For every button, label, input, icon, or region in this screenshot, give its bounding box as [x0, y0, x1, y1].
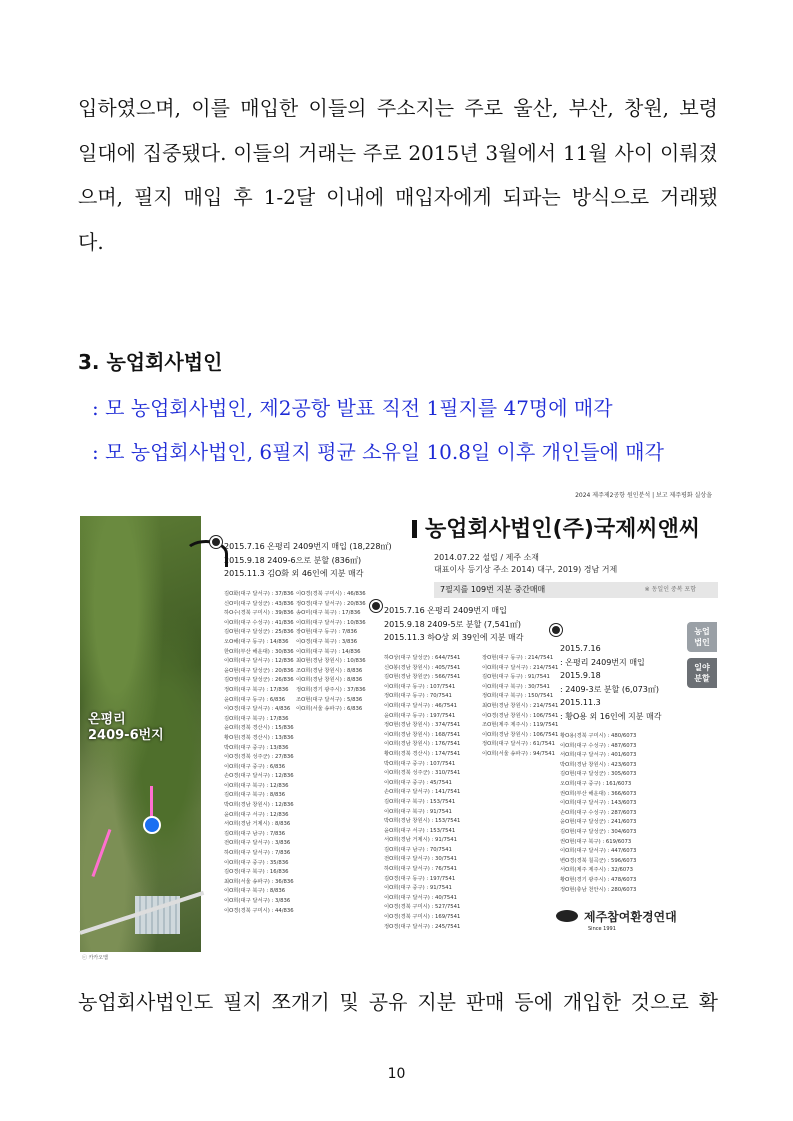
owner-entry: 이O희(대구 중구) : 35/836	[224, 859, 289, 866]
owner-entry: 손O희(대구 수성구) : 287/6073	[560, 809, 637, 816]
g1-line1: 2015.7.16 온평리 2409번지 매입 (18,228㎡)	[224, 542, 392, 551]
owner-entry: 전O희(대구 달서구) : 30/7541	[384, 856, 457, 863]
owner-entry: 정O희(대구 동구) : 70/7541	[384, 693, 452, 700]
g1-line3: 2015.11.3 김O화 외 46인에 지분 매각	[224, 569, 364, 578]
footer-paragraph: 농업회사법인도 필지 쪼개기 및 공유 지분 판매 등에 개입한 것으로 확	[78, 990, 718, 1014]
owner-entry: 윤O희(대구 동구) : 197/7541	[384, 712, 456, 719]
owner-entry: 권O현(대구 북구) : 619/6073	[560, 838, 632, 845]
timeline-group-3	[560, 642, 661, 723]
owner-entry: 이O희(대구 중구) : 6/836	[224, 763, 286, 770]
owner-entry: 이O경(대구 달서구) : 4/836	[224, 706, 291, 713]
owner-entry: 이O희(대구 수성구) : 41/836	[224, 619, 294, 626]
owner-entry: 정O현(경남 창원시) : 374/7541	[384, 722, 461, 729]
owner-entry: 김O화(대구 달서구) : 37/836	[224, 591, 294, 597]
bullet-1: : 모 농업회사법인, 제2공항 발표 직전 1필지를 47명에 매각	[92, 396, 613, 420]
owner-entry: 조O현(대구 달서구) : 5/836	[296, 696, 363, 703]
map-label	[88, 712, 164, 744]
owner-entry: 하O상(대구 달성군) : 644/7541	[384, 655, 461, 661]
owner-entry: 손O경(대구 달서구) : 12/836	[224, 773, 294, 780]
tab-agri-corp[interactable]: 농업 법인	[687, 622, 717, 652]
owner-entry: 장O현(대구 동구) : 214/7541	[482, 655, 554, 661]
g3-line2: : 온평리 2409번지 매입	[560, 657, 645, 667]
owner-entry: 김O영(대구 달성군) : 26/836	[224, 677, 294, 684]
para-line-4: 다.	[78, 229, 104, 254]
parcel-path	[91, 829, 111, 877]
owner-list-1a	[224, 590, 294, 916]
owner-entry: 이O희(경남 창원시) : 8/836	[296, 677, 363, 684]
timeline-group-1	[224, 540, 392, 581]
owner-entry: 정O경(대구 달서구) : 20/836	[296, 600, 366, 607]
parcel-marker-line	[150, 786, 153, 816]
logo-text: 제주참여환경연대	[584, 910, 677, 924]
owner-entry: 정O희(대구 달서구) : 61/7541	[482, 741, 555, 748]
owner-entry: 이O희(대구 달서구) : 214/7541	[482, 664, 559, 671]
g3-line1: 2015.7.16	[560, 644, 601, 653]
owner-entry: 손O희(대구 달서구) : 141/7541	[384, 789, 461, 796]
figure-subtitle-2: 대표이사 등기상 주소 2014) 대구, 2019) 경남 거제	[434, 565, 618, 574]
timeline-dot-1	[210, 536, 222, 548]
owner-list-2a	[384, 654, 460, 932]
owner-entry: 윤O현(대구 달성군) : 20/836	[224, 667, 294, 674]
figure-header: 2024 제주제2공항 원인분석 | 보고 제주평화 실상을	[575, 492, 712, 499]
g2-line3: 2015.11.3 하O상 외 39인에 지분 매각	[384, 633, 524, 642]
owner-entry: 김O희(대구 북구) : 8/836	[224, 792, 286, 799]
owner-entry: 이O경(경남 창원시) : 106/7541	[482, 712, 559, 719]
owner-entry: 박O희(대구 중구) : 107/7541	[384, 760, 456, 767]
owner-entry: 최O희(서울 송파구) : 36/836	[224, 878, 294, 885]
owner-entry: 권O희(부산 해운대) : 366/6073	[560, 790, 637, 797]
summary-bar	[434, 582, 718, 598]
owner-entry: 이O희(대구 중구) : 45/7541	[384, 779, 452, 786]
owner-entry: 윤O희(대구 동구) : 6/836	[224, 696, 286, 703]
owner-entry: 조O현(제주 제주시) : 119/7541	[482, 722, 559, 729]
owner-entry: 서O희(대구 달서구) : 401/6073	[560, 752, 637, 759]
summary-bar-note: ※ 동일인 중복 포함	[644, 586, 696, 593]
section-heading: 3. 농업회사법인	[78, 350, 223, 374]
logo-icon	[556, 910, 578, 922]
owner-list-3	[560, 732, 636, 895]
owner-entry: 서O희(경남 거제시) : 91/7541	[384, 837, 457, 844]
bullet-2: : 모 농업회사법인, 6필지 평균 소유일 10.8일 이후 개인들에 매각	[92, 440, 664, 464]
owner-entry: 하O희(대구 달서구) : 7/836	[224, 850, 291, 857]
owner-entry: 황O원(경북 경산시) : 13/836	[224, 734, 294, 741]
summary-bar-text: 7필지를 109번 지분 중간매매	[440, 585, 546, 594]
owner-entry: 조O희(경남 창원시) : 8/836	[296, 667, 363, 674]
owner-entry: 정O경(대구 달서구) : 245/7541	[384, 923, 461, 930]
owner-entry: 이O경(경북 구미시) : 527/7541	[384, 904, 461, 911]
owner-entry: 오O해(대구 동구) : 14/836	[224, 638, 289, 645]
owner-entry: 박O희(경남 창원시) : 423/6073	[560, 761, 637, 768]
owner-entry: 서O희(제주 제주시) : 32/6073	[560, 867, 633, 874]
g2-line2: 2015.9.18 2409-5로 분할 (7,541㎡)	[384, 619, 522, 629]
owner-entry: 윤O희(경북 경산시) : 15/836	[224, 725, 294, 732]
owner-entry: 김O현(대구 달성군) : 25/836	[224, 629, 294, 636]
owner-entry: 김O경(대구 북구) : 16/836	[224, 869, 289, 876]
owner-entry: 박O희(대구 중구) : 13/836	[224, 744, 289, 751]
owner-entry: 정O희(대구 북구) : 150/7541	[482, 693, 554, 700]
page-number: 10	[387, 1066, 406, 1082]
owner-entry: 이O희(대구 달서구) : 10/836	[296, 619, 366, 626]
side-tabs	[687, 622, 719, 694]
owner-entry: 윤O희(대구 서구) : 153/7541	[384, 827, 456, 834]
timeline-dot-2	[370, 600, 382, 612]
g3-line5: 2015.11.3	[560, 698, 601, 707]
owner-entry: 이O희(대구 중구) : 91/7541	[384, 885, 452, 892]
owner-entry: 전O희(대구 달서구) : 3/836	[224, 840, 291, 847]
owner-entry: 김O희(대구 남구) : 7/836	[224, 830, 286, 837]
g3-line3: 2015.9.18	[560, 671, 601, 680]
owner-entry: 윤O희(대구 서구) : 12/836	[224, 811, 289, 818]
location-pin-icon	[143, 816, 161, 834]
owner-entry: 이O희(대구 북구) : 8/836	[224, 888, 286, 895]
owner-entry: 이O경(대구 북구) : 3/836	[296, 638, 358, 645]
para-line-3: 으며, 필지 매입 후 1-2달 이내에 매입자에게 되파는 방식으로 거래됐	[78, 185, 718, 210]
owner-entry: 김O희(대구 북구) : 17/836	[224, 715, 289, 722]
owner-entry: 김O현(대구 달성군) : 305/6073	[560, 771, 637, 778]
report-figure	[80, 484, 720, 962]
owner-entry: 김O현(대구 동구) : 91/7541	[482, 674, 550, 681]
g3-line6: : 황O용 외 16인에 지분 매각	[560, 711, 662, 721]
owner-entry: 이O경(경북 구미시) : 44/836	[224, 907, 294, 914]
owner-entry: 한O희(부산 해운대) : 30/836	[224, 648, 294, 655]
owner-entry: 이O희(대구 달서구) : 143/6073	[560, 800, 637, 807]
owner-entry: 이O희(대구 달서구) : 447/6073	[560, 848, 637, 855]
owner-entry: 황O용(경북 구미시) : 480/6073	[560, 733, 637, 739]
owner-entry: 최O현(경남 창원시) : 214/7541	[482, 702, 559, 709]
owner-entry: 이O희(경남 창원시) : 176/7541	[384, 741, 461, 748]
owner-entry: 이O희(경북 성주군) : 310/7541	[384, 770, 461, 777]
figure-title: 농업회사법인(주)국제씨앤씨	[412, 512, 700, 543]
owner-entry: 오O희(대구 중구) : 161/6073	[560, 780, 632, 787]
owner-entry: 이O희(대구 달서구) : 46/7541	[384, 702, 457, 709]
satellite-map	[80, 516, 201, 952]
owner-entry: 서O희(경남 거제시) : 8/836	[224, 821, 291, 828]
owner-entry: 이O희(대구 동구) : 107/7541	[384, 683, 456, 690]
owner-entry: 김O현(경남 창원군) : 566/7541	[384, 674, 461, 681]
owner-entry: 하O희(대구 달서구) : 76/7541	[384, 866, 457, 873]
owner-entry: 정O현(충남 천안시) : 280/6073	[560, 886, 637, 893]
owner-entry: 최O현(경남 창원시) : 10/836	[296, 658, 366, 665]
g1-line2: 2015.9.18 2409-6으로 분할 (836㎡)	[224, 555, 362, 565]
timeline-dot-3	[550, 624, 562, 636]
map-label-line1: 온평리	[88, 712, 126, 727]
owner-entry: 김O희(대구 남구) : 70/7541	[384, 846, 452, 853]
owner-entry: 신O봉(경남 창원시) : 405/7541	[384, 664, 461, 671]
owner-entry: 송O미(대구 북구) : 17/836	[296, 610, 361, 617]
owner-entry: 김O희(대구 북구) : 153/7541	[384, 798, 456, 805]
owner-entry: 정O희(경기 광주시) : 37/836	[296, 686, 366, 693]
owner-entry: 변O경(경북 칠곡군) : 596/6073	[560, 857, 637, 864]
owner-list-2b	[482, 654, 558, 760]
org-logo	[556, 908, 677, 932]
owner-entry: 박O희(경남 창원시) : 12/836	[224, 802, 294, 809]
logo-since: Since 1991	[588, 926, 616, 932]
timeline-group-2	[384, 604, 523, 645]
owner-entry: 이O희(대구 수성구) : 487/6073	[560, 742, 637, 749]
owner-entry: 이O희(대구 달서구) : 40/7541	[384, 894, 457, 901]
map-credit: ⓒ 카카오맵	[82, 955, 108, 961]
owner-entry: 이O희(대구 북구) : 30/7541	[482, 683, 550, 690]
tab-division[interactable]: 일야 분할	[687, 658, 717, 688]
owner-entry: 신O미(대구 달성군) : 43/836	[224, 600, 294, 607]
owner-entry: 장O현(대구 동구) : 7/836	[296, 629, 358, 636]
owner-entry: 이O희(서울 송파구) : 94/7541	[482, 750, 555, 757]
owner-entry: 이O희(대구 달서구) : 3/836	[224, 898, 291, 904]
owner-entry: 이O희(대구 북구) : 14/836	[296, 648, 361, 655]
owner-entry: 이O희(대구 달서구) : 12/836	[224, 658, 294, 665]
owner-list-1b	[296, 590, 366, 715]
para-line-2: 일대에 집중됐다. 이들의 거래는 주로 2015년 3월에서 11월 사이 이뤄졌	[78, 140, 718, 165]
owner-entry: 하O수(경북 구미시) : 39/836	[224, 610, 294, 617]
body-paragraph	[78, 86, 718, 264]
figure-subtitle-1: 2014.07.22 설립 / 제주 소재	[434, 553, 540, 562]
owner-entry: 이O희(경남 창원시) : 168/7541	[384, 731, 461, 738]
owner-entry: 이O경(경북 구미시) : 46/836	[296, 591, 366, 597]
owner-entry: 이O경(경북 구미시) : 169/7541	[384, 914, 461, 921]
owner-entry: 황O희(경북 경산시) : 174/7541	[384, 750, 461, 757]
owner-entry: 윤O현(대구 달성군) : 241/6073	[560, 819, 637, 826]
owner-entry: 박O희(경남 창원시) : 153/7541	[384, 818, 461, 825]
owner-entry: 이O희(대구 북구) : 91/7541	[384, 808, 452, 815]
map-label-line2: 2409-6번지	[88, 728, 164, 743]
owner-entry: 이O경(경북 성주군) : 27/836	[224, 754, 294, 761]
owner-entry: 정O희(대구 북구) : 17/836	[224, 686, 289, 693]
owner-entry: 황O현(경기 광주시) : 478/6073	[560, 876, 637, 883]
owner-entry: 이O희(대구 북구) : 12/836	[224, 782, 289, 789]
g3-line4: : 2409-3로 분할 (6,073㎡)	[560, 684, 659, 694]
owner-entry: 김O현(대구 달성군) : 304/6073	[560, 828, 637, 835]
owner-entry: 김O경(대구 동구) : 197/7541	[384, 875, 456, 882]
owner-entry: 이O희(서울 송파구) : 6/836	[296, 706, 363, 713]
g2-line1: 2015.7.16 온평리 2409번지 매입	[384, 606, 507, 615]
owner-entry: 이O희(경남 창원시) : 106/7541	[482, 731, 559, 738]
para-line-1: 입하였으며, 이를 매입한 이들의 주소지는 주로 울산, 부산, 창원, 보령	[78, 96, 718, 120]
